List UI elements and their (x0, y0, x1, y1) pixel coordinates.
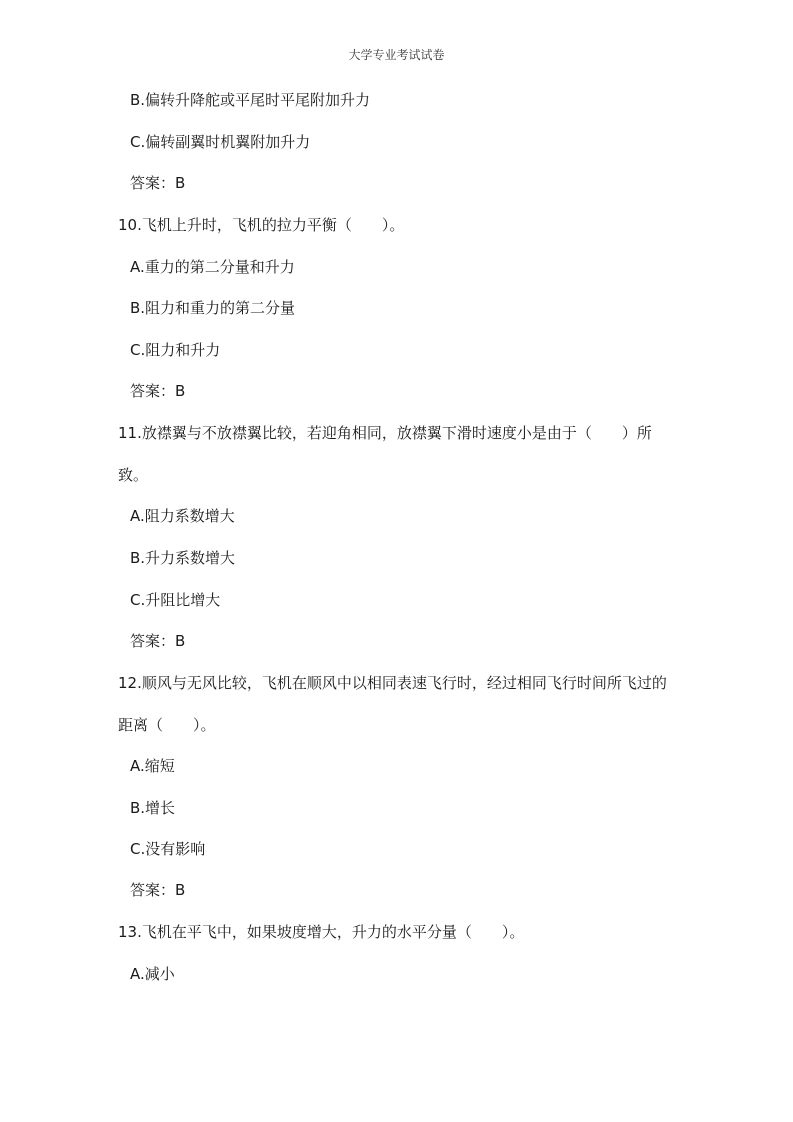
option-line: C.升阻比增大 (130, 591, 221, 609)
question-line: 10.飞机上升时，飞机的拉力平衡（ ）。 (118, 216, 405, 234)
option-line: B.阻力和重力的第二分量 (130, 299, 296, 317)
question-line: 12.顺风与无风比较，飞机在顺风中以相同表速飞行时，经过相同飞行时间所飞过的 (118, 674, 667, 692)
option-line: A.重力的第二分量和升力 (130, 258, 295, 276)
answer-line: 答案：B (130, 632, 186, 650)
question-line: 13.飞机在平飞中，如果坡度增大，升力的水平分量（ ）。 (118, 923, 525, 941)
option-line: C.没有影响 (130, 840, 206, 858)
option-line: A.缩短 (130, 757, 175, 775)
answer-line: 答案：B (130, 881, 186, 899)
question-line: 11.放襟翼与不放襟翼比较，若迎角相同，放襟翼下滑时速度小是由于（ ）所 (118, 424, 652, 442)
question-line-continued: 距离（ ）。 (118, 716, 216, 734)
option-line: A.阻力系数增大 (130, 507, 235, 525)
question-line-continued: 致。 (118, 466, 149, 484)
answer-line: 答案：B (130, 174, 186, 192)
option-line: B.偏转升降舵或平尾时平尾附加升力 (130, 91, 371, 109)
answer-line: 答案：B (130, 382, 186, 400)
option-line: A.减小 (130, 965, 175, 983)
option-line: C.偏转副翼时机翼附加升力 (130, 133, 311, 151)
page-header: 大学专业考试试卷 (348, 48, 445, 62)
option-line: B.升力系数增大 (130, 549, 236, 567)
option-line: B.增长 (130, 799, 176, 817)
option-line: C.阻力和升力 (130, 341, 221, 359)
